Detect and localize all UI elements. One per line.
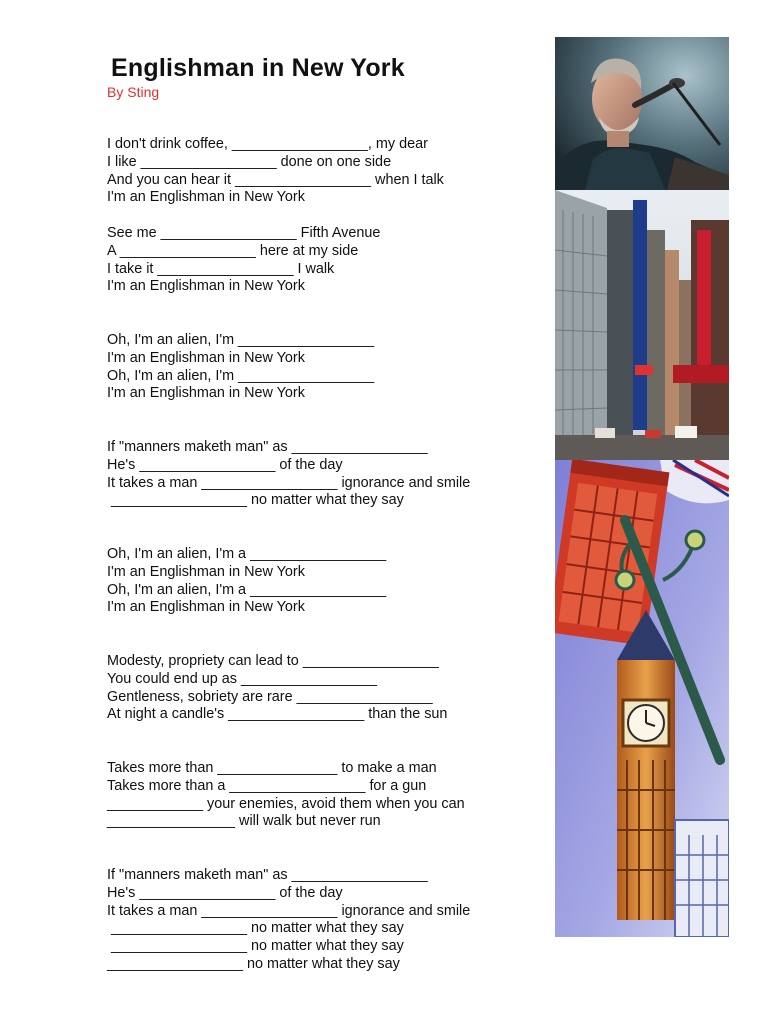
lyric-line: _________________ no matter what they say	[107, 938, 404, 955]
lyric-line: I'm an Englishman in New York	[107, 385, 305, 402]
lyric-line: ____________ your enemies, avoid them when you can	[107, 795, 465, 812]
lyric-line: Oh, I'm an alien, I'm _________________	[107, 367, 375, 384]
lyric-line: I take it _________________ I walk	[107, 260, 335, 277]
lyric-line: I'm an Englishman in New York	[107, 599, 305, 616]
lyric-line: Takes more than _______________ to make a man	[107, 760, 437, 776]
song-author: By Sting	[107, 84, 160, 100]
lyric-line: It takes a man _________________ ignorance and smile	[107, 902, 471, 919]
stanza-3	[107, 332, 374, 403]
lyric-line: I'm an Englishman in New York	[107, 278, 305, 295]
lyric-line: I like _________________ done on one side	[107, 153, 392, 170]
lyric-line: _________________ no matter what they say	[107, 492, 404, 509]
lyric-line: You could end up as _________________	[107, 670, 377, 687]
stanza-5	[107, 546, 386, 617]
london-illustration	[555, 460, 729, 937]
lyric-line: Gentleness, sobriety are rare _________________	[107, 688, 433, 705]
lyric-line: I'm an Englishman in New York	[107, 349, 305, 366]
stanza-8	[107, 867, 470, 974]
new-york-street-photo	[555, 190, 729, 460]
stanza-4	[107, 439, 470, 510]
lyric-line: I'm an Englishman in New York	[107, 563, 305, 580]
image-column	[555, 37, 729, 937]
lyric-line: _________________ no matter what they say	[107, 955, 400, 972]
lyric-line: If "manners maketh man" as _________________	[107, 867, 428, 883]
stanza-2	[107, 225, 380, 296]
lyric-line: And you can hear it _________________ when I talk	[107, 171, 444, 188]
worksheet-title: Englishman in New York	[111, 54, 405, 82]
lyric-line: I don't drink coffee, _________________, my dear	[107, 136, 428, 152]
lyric-line: If "manners maketh man" as _________________	[107, 439, 428, 455]
stanza-7	[107, 760, 465, 831]
lyric-line: It takes a man _________________ ignorance and smile	[107, 474, 471, 491]
stanza-1	[107, 136, 444, 207]
lyric-line: A _________________ here at my side	[107, 242, 359, 259]
lyric-line: _________________ no matter what they say	[107, 920, 404, 937]
lyric-line: Oh, I'm an alien, I'm _________________	[107, 332, 375, 348]
lyric-line: Oh, I'm an alien, I'm a _________________	[107, 581, 387, 598]
lyric-line: At night a candle's _________________ than the sun	[107, 706, 448, 723]
lyric-line: He's _________________ of the day	[107, 884, 343, 901]
lyric-line: I'm an Englishman in New York	[107, 189, 305, 206]
lyric-line: See me _________________ Fifth Avenue	[107, 225, 381, 241]
lyric-line: He's _________________ of the day	[107, 456, 343, 473]
lyric-line: Modesty, propriety can lead to _________________	[107, 653, 439, 669]
singer-photo	[555, 37, 729, 190]
lyric-line: ________________ will walk but never run	[107, 813, 381, 830]
lyric-line: Takes more than a _________________ for a gun	[107, 777, 427, 794]
stanza-6	[107, 653, 447, 724]
lyric-line: Oh, I'm an alien, I'm a _________________	[107, 546, 387, 562]
